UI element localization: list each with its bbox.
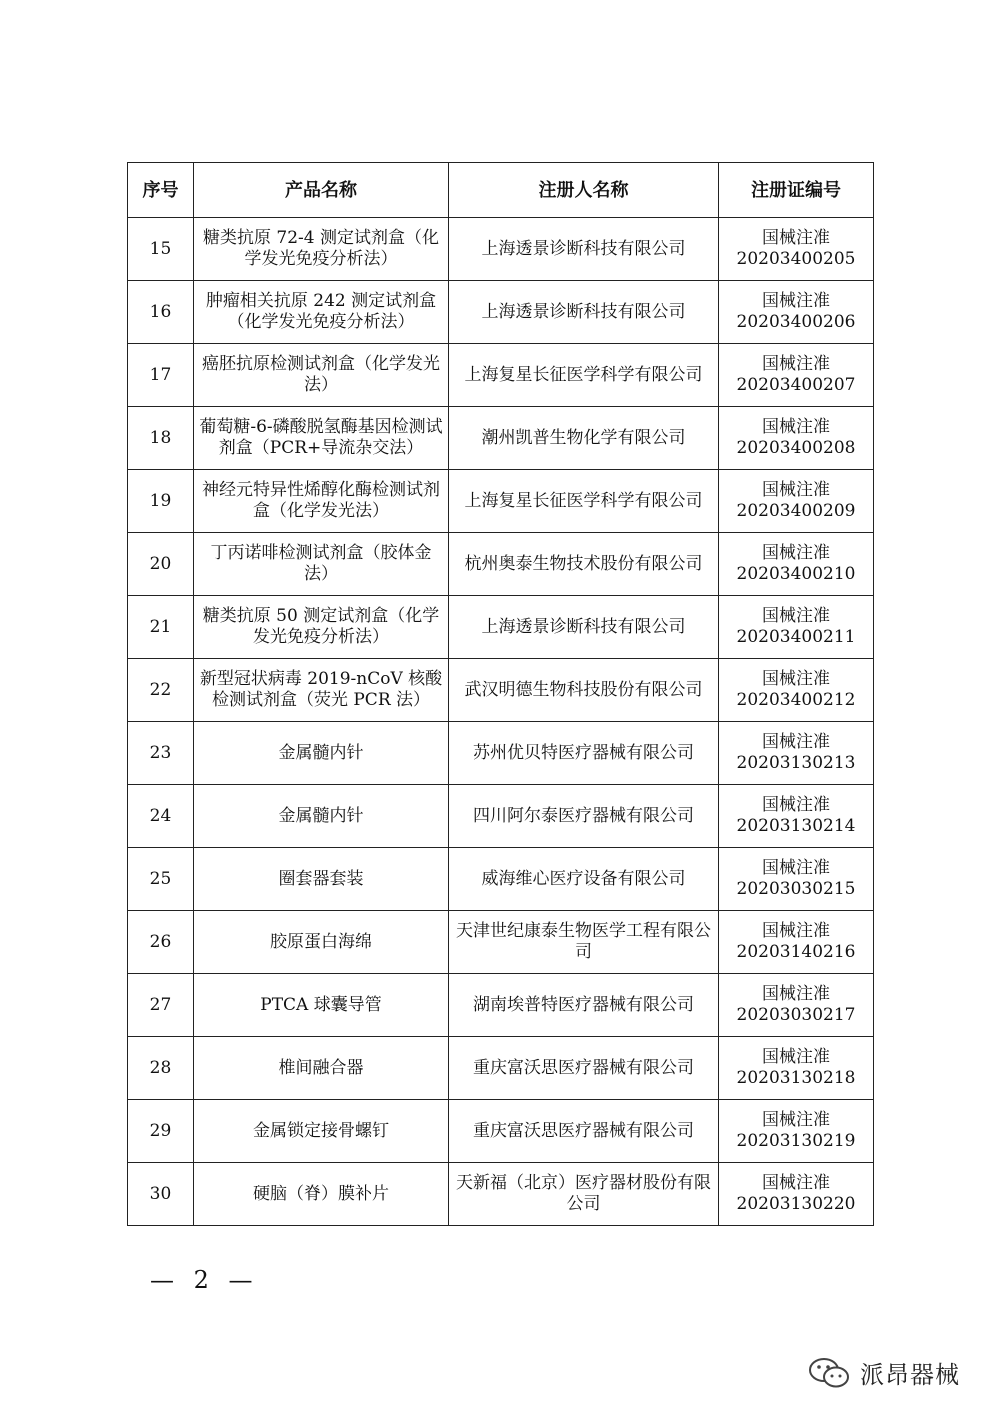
table-row <box>128 722 874 785</box>
cert-number: 20203130218 <box>736 1068 856 1088</box>
cert-prefix: 国械注准 <box>762 921 830 941</box>
cert-number: 20203400207 <box>736 375 856 395</box>
cert-number: 20203030215 <box>736 879 856 899</box>
cell-cert <box>719 407 874 470</box>
cell-seq: 24 <box>128 785 194 848</box>
cert-prefix: 国械注准 <box>762 606 830 626</box>
table-row <box>128 911 874 974</box>
cell-product: 硬脑（脊）膜补片 <box>194 1163 449 1226</box>
cell-product: 神经元特异性烯醇化酶检测试剂盒（化学发光法） <box>194 470 449 533</box>
cert-number: 20203030217 <box>736 1005 856 1025</box>
cell-registrant: 苏州优贝特医疗器械有限公司 <box>449 722 719 785</box>
cert-prefix: 国械注准 <box>762 480 830 500</box>
cert-prefix: 国械注准 <box>762 543 830 563</box>
cell-seq: 29 <box>128 1100 194 1163</box>
cert-prefix: 国械注准 <box>762 228 830 248</box>
cell-registrant: 天津世纪康泰生物医学工程有限公司 <box>449 911 719 974</box>
cell-seq: 30 <box>128 1163 194 1226</box>
cert-prefix: 国械注准 <box>762 1173 830 1193</box>
cell-registrant: 上海透景诊断科技有限公司 <box>449 281 719 344</box>
cert-prefix: 国械注准 <box>762 984 830 1004</box>
cell-registrant: 重庆富沃思医疗器械有限公司 <box>449 1037 719 1100</box>
cell-seq: 19 <box>128 470 194 533</box>
cell-seq: 16 <box>128 281 194 344</box>
cell-product: 糖类抗原 50 测定试剂盒（化学发光免疫分析法） <box>194 596 449 659</box>
cell-product: 圈套器套装 <box>194 848 449 911</box>
cert-prefix: 国械注准 <box>762 1110 830 1130</box>
table-row <box>128 974 874 1037</box>
cert-number: 20203400210 <box>736 564 856 584</box>
table-row <box>128 281 874 344</box>
header-seq: 序号 <box>128 163 194 218</box>
table-header-row <box>128 163 874 218</box>
cell-product: 金属髓内针 <box>194 785 449 848</box>
table-row <box>128 659 874 722</box>
cert-prefix: 国械注准 <box>762 417 830 437</box>
cell-seq: 22 <box>128 659 194 722</box>
cell-product: 葡萄糖-6-磷酸脱氢酶基因检测试剂盒（PCR+导流杂交法） <box>194 407 449 470</box>
cert-number: 20203130214 <box>736 816 856 836</box>
cell-cert <box>719 281 874 344</box>
cert-prefix: 国械注准 <box>762 1047 830 1067</box>
cert-number: 20203400206 <box>736 312 856 332</box>
cell-seq: 15 <box>128 218 194 281</box>
cell-product: 椎间融合器 <box>194 1037 449 1100</box>
cell-seq: 20 <box>128 533 194 596</box>
cert-number: 20203140216 <box>736 942 856 962</box>
cell-cert <box>719 1100 874 1163</box>
table-row <box>128 344 874 407</box>
table-row <box>128 218 874 281</box>
cell-registrant: 上海透景诊断科技有限公司 <box>449 596 719 659</box>
cell-cert <box>719 1163 874 1226</box>
wechat-icon <box>808 1357 850 1389</box>
table-row <box>128 848 874 911</box>
cert-number: 20203130219 <box>736 1131 856 1151</box>
cell-product: 丁丙诺啡检测试剂盒（胶体金法） <box>194 533 449 596</box>
cell-registrant: 上海透景诊断科技有限公司 <box>449 218 719 281</box>
cell-seq: 18 <box>128 407 194 470</box>
cell-registrant: 湖南埃普特医疗器械有限公司 <box>449 974 719 1037</box>
page-number: — 2 — <box>150 1266 259 1294</box>
cell-product: 金属锁定接骨螺钉 <box>194 1100 449 1163</box>
table-row <box>128 533 874 596</box>
table-row <box>128 407 874 470</box>
cell-product: 胶原蛋白海绵 <box>194 911 449 974</box>
watermark-text: 派昂器械 <box>860 1361 960 1389</box>
header-product: 产品名称 <box>194 163 449 218</box>
cert-prefix: 国械注准 <box>762 795 830 815</box>
table-row <box>128 1037 874 1100</box>
cell-cert <box>719 596 874 659</box>
cell-product: PTCA 球囊导管 <box>194 974 449 1037</box>
cell-seq: 17 <box>128 344 194 407</box>
cell-product: 癌胚抗原检测试剂盒（化学发光法） <box>194 344 449 407</box>
cell-seq: 25 <box>128 848 194 911</box>
cell-registrant: 天新福（北京）医疗器材股份有限公司 <box>449 1163 719 1226</box>
cell-cert <box>719 848 874 911</box>
cell-product: 新型冠状病毒 2019-nCoV 核酸检测试剂盒（荧光 PCR 法） <box>194 659 449 722</box>
cert-prefix: 国械注准 <box>762 732 830 752</box>
cell-registrant: 潮州凯普生物化学有限公司 <box>449 407 719 470</box>
cert-prefix: 国械注准 <box>762 669 830 689</box>
cert-number: 20203400211 <box>736 627 856 647</box>
cert-number: 20203130220 <box>736 1194 856 1214</box>
cell-registrant: 威海维心医疗设备有限公司 <box>449 848 719 911</box>
cell-registrant: 武汉明德生物科技股份有限公司 <box>449 659 719 722</box>
cert-number: 20203400209 <box>736 501 856 521</box>
header-cert: 注册证编号 <box>719 163 874 218</box>
table-row <box>128 1100 874 1163</box>
cert-prefix: 国械注准 <box>762 354 830 374</box>
cell-seq: 23 <box>128 722 194 785</box>
cell-cert <box>719 974 874 1037</box>
cell-cert <box>719 218 874 281</box>
cert-number: 20203400208 <box>736 438 856 458</box>
registration-table <box>127 162 874 1226</box>
header-registrant: 注册人名称 <box>449 163 719 218</box>
table-row <box>128 470 874 533</box>
table-row <box>128 1163 874 1226</box>
cell-product: 金属髓内针 <box>194 722 449 785</box>
cell-cert <box>719 1037 874 1100</box>
cell-registrant: 重庆富沃思医疗器械有限公司 <box>449 1100 719 1163</box>
table-row <box>128 785 874 848</box>
cert-prefix: 国械注准 <box>762 858 830 878</box>
cell-seq: 27 <box>128 974 194 1037</box>
cert-prefix: 国械注准 <box>762 291 830 311</box>
cell-registrant: 杭州奥泰生物技术股份有限公司 <box>449 533 719 596</box>
cell-cert <box>719 470 874 533</box>
cell-registrant: 上海复星长征医学科学有限公司 <box>449 470 719 533</box>
cell-seq: 21 <box>128 596 194 659</box>
cell-product: 糖类抗原 72-4 测定试剂盒（化学发光免疫分析法） <box>194 218 449 281</box>
cert-number: 20203400212 <box>736 690 856 710</box>
cell-cert <box>719 344 874 407</box>
cell-cert <box>719 911 874 974</box>
watermark <box>808 1355 960 1390</box>
cert-number: 20203400205 <box>736 249 856 269</box>
cell-registrant: 上海复星长征医学科学有限公司 <box>449 344 719 407</box>
cell-cert <box>719 659 874 722</box>
cell-cert <box>719 722 874 785</box>
cell-seq: 26 <box>128 911 194 974</box>
cell-seq: 28 <box>128 1037 194 1100</box>
cell-product: 肿瘤相关抗原 242 测定试剂盒（化学发光免疫分析法） <box>194 281 449 344</box>
cell-registrant: 四川阿尔泰医疗器械有限公司 <box>449 785 719 848</box>
cell-cert <box>719 533 874 596</box>
cert-number: 20203130213 <box>736 753 856 773</box>
table-row <box>128 596 874 659</box>
cell-cert <box>719 785 874 848</box>
